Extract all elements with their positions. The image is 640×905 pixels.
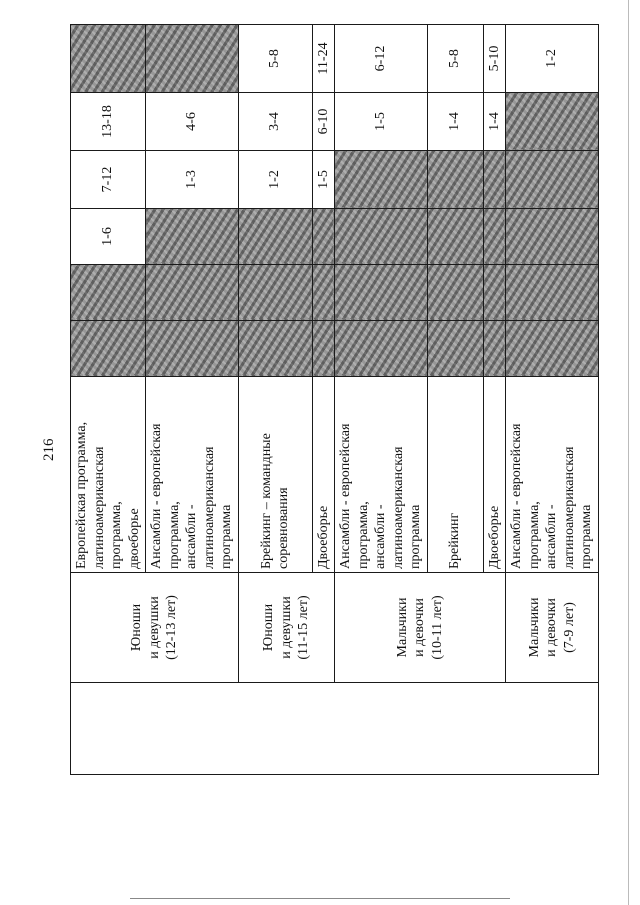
- event-cell: Брейкинг: [427, 377, 483, 573]
- table-row: [506, 25, 599, 775]
- place-cell: 4-6: [146, 93, 239, 151]
- shaded-cell: [312, 321, 335, 377]
- shaded-cell: [335, 209, 428, 265]
- place-cell: 13-18: [71, 93, 146, 151]
- place-cell: 1-3: [146, 151, 239, 209]
- place-cell: 5-10: [483, 25, 506, 93]
- shaded-cell: [506, 93, 599, 151]
- place-cell: 1-6: [71, 209, 146, 265]
- shaded-cell: [335, 265, 428, 321]
- shaded-cell: [427, 321, 483, 377]
- age-group-cell: Юноши и девушки (11-15 лет): [238, 573, 335, 683]
- shaded-cell: [427, 209, 483, 265]
- shaded-cell: [427, 265, 483, 321]
- place-cell: 6-10: [312, 93, 335, 151]
- place-cell: 1-4: [427, 93, 483, 151]
- event-cell: Двоеборье: [312, 377, 335, 573]
- place-cell: 6-12: [335, 25, 428, 93]
- age-group-cell: Мальчики и девочки (10-11 лет): [335, 573, 506, 683]
- shaded-cell: [506, 209, 599, 265]
- shaded-cell: [312, 265, 335, 321]
- place-cell: 11-24: [312, 25, 335, 93]
- shaded-cell: [71, 321, 146, 377]
- page-number: 216: [41, 438, 57, 461]
- age-group-cell: Юноши и девушки (12-13 лет): [71, 573, 239, 683]
- shaded-cell: [506, 151, 599, 209]
- age-group-cell: Мальчики и девочки (7-9 лет): [506, 573, 599, 683]
- table-row: [71, 25, 146, 775]
- event-cell: Европейская программа, латиноамериканская программа, двоеборье: [71, 377, 146, 573]
- event-cell: Двоеборье: [483, 377, 506, 573]
- shaded-cell: [335, 321, 428, 377]
- shaded-cell: [146, 265, 239, 321]
- place-cell: 1-4: [483, 93, 506, 151]
- shaded-cell: [483, 209, 506, 265]
- shaded-cell: [483, 151, 506, 209]
- shaded-cell: [146, 321, 239, 377]
- table-row: [335, 25, 428, 775]
- place-cell: 1-2: [238, 151, 312, 209]
- place-cell: 7-12: [71, 151, 146, 209]
- event-cell: Ансамбли - европейская программа, ансамбли - латиноамериканская программа: [506, 377, 599, 573]
- age-group-table: [70, 24, 599, 775]
- leading-column: [71, 683, 599, 775]
- shaded-cell: [238, 265, 312, 321]
- shaded-cell: [483, 265, 506, 321]
- shaded-cell: [71, 25, 146, 93]
- place-cell: 5-8: [238, 25, 312, 93]
- table-row: [238, 25, 312, 775]
- shaded-cell: [506, 265, 599, 321]
- event-cell: Ансамбли - европейская программа, ансамбли - латиноамериканская программа: [146, 377, 239, 573]
- scan-edge-line: [130, 898, 510, 899]
- shaded-cell: [506, 321, 599, 377]
- shaded-cell: [71, 265, 146, 321]
- shaded-cell: [146, 209, 239, 265]
- place-cell: 3-4: [238, 93, 312, 151]
- shaded-cell: [146, 25, 239, 93]
- scan-edge-line: [628, 0, 629, 905]
- event-cell: Ансамбли - европейская программа, ансамбли - латиноамериканская программа: [335, 377, 428, 573]
- place-cell: 1-5: [312, 151, 335, 209]
- shaded-cell: [312, 209, 335, 265]
- place-cell: 1-5: [335, 93, 428, 151]
- event-cell: Брейкинг – командные соревнования: [238, 377, 312, 573]
- shaded-cell: [427, 151, 483, 209]
- shaded-cell: [238, 209, 312, 265]
- shaded-cell: [238, 321, 312, 377]
- place-cell: 5-8: [427, 25, 483, 93]
- rotated-page: [40, 0, 640, 905]
- place-cell: 1-2: [506, 25, 599, 93]
- shaded-cell: [335, 151, 428, 209]
- shaded-cell: [483, 321, 506, 377]
